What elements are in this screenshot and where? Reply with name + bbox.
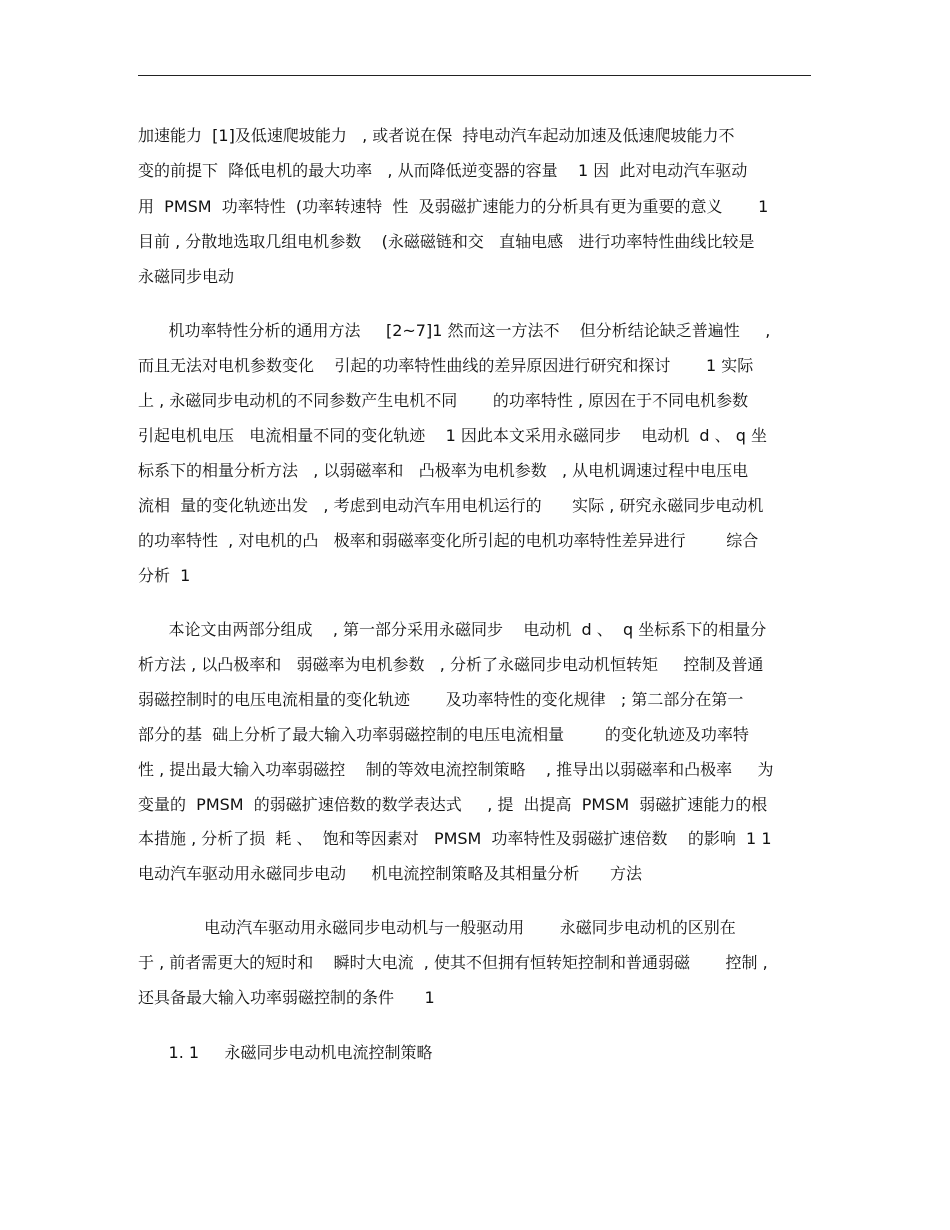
text-line: 性 , 提出最大输入功率弱磁控 制的等效电流控制策略 , 推导出以弱磁率和凸极率 为 <box>138 760 774 779</box>
header-rule <box>138 75 811 76</box>
text-line: 变的前提下 降低电机的最大功率 , 从而降低逆变器的容量 1 因 此对电动汽车驱动 <box>138 161 748 180</box>
text-line: 加速能力 [1]及低速爬坡能力 , 或者说在保 持电动汽车起动加速及低速爬坡能力不 <box>138 126 735 145</box>
text-line: 的功率特性 , 对电机的凸 极率和弱磁率变化所引起的电机功率特性差异进行 综合 <box>138 531 759 550</box>
text-line: 机功率特性分析的通用方法 [2~7]1 然而这一方法不 但分析结论缺乏普遍性 , <box>138 321 771 340</box>
text-line: 本措施 , 分析了损 耗 、 饱和等因素对 PMSM 功率特性及弱磁扩速倍数 的影响 1 1 <box>138 829 772 848</box>
text-line: 部分的基 础上分析了最大输入功率弱磁控制的电压电流相量 的变化轨迹及功率特 <box>138 725 749 744</box>
text-line: 分析 1 <box>138 566 191 585</box>
text-line: 流相 量的变化轨迹出发 , 考虑到电动汽车用电机运行的 实际 , 研究永磁同步电动机 <box>138 496 764 515</box>
section-heading: 1. 1 永磁同步电动机电流控制策略 <box>138 1043 433 1062</box>
text-line: 于 , 前者需更大的短时和 瞬时大电流 , 使其不但拥有恒转矩控制和普通弱磁 控制 , <box>138 953 768 972</box>
text-line: 上 , 永磁同步电动机的不同参数产生电机不同 的功率特性 , 原因在于不同电机参数 <box>138 391 749 410</box>
text-line: 还具备最大输入功率弱磁控制的条件 1 <box>138 988 435 1007</box>
text-line: 变量的 PMSM 的弱磁扩速倍数的数学表达式 , 提 出提高 PMSM 弱磁扩速能力的根 <box>138 795 768 814</box>
text-line: 电动汽车驱动用永磁同步电动 机电流控制策略及其相量分析 方法 <box>138 864 642 883</box>
text-line: 用 PMSM 功率特性 (功率转速特 性 及弱磁扩速能力的分析具有更为重要的意义 1 <box>138 197 769 216</box>
text-line: 目前 , 分散地选取几组电机参数 (永磁磁链和交 直轴电感 进行功率特性曲线比较是 <box>138 232 755 251</box>
text-line: 而且无法对电机参数变化 引起的功率特性曲线的差异原因进行研究和探讨 1 实际 <box>138 356 754 375</box>
text-line: 析方法 , 以凸极率和 弱磁率为电机参数 , 分析了永磁同步电动机恒转矩 控制及普通 <box>138 655 764 674</box>
text-line: 永磁同步电动 <box>138 267 235 286</box>
text-line: 标系下的相量分析方法 , 以弱磁率和 凸极率为电机参数 , 从电机调速过程中电压电 <box>138 461 749 480</box>
text-line: 电动汽车驱动用永磁同步电动机与一般驱动用 永磁同步电动机的区别在 <box>138 918 736 937</box>
text-line: 引起电机电压 电流相量不同的变化轨迹 1 因此本文采用永磁同步 电动机 d 、 q 坐 <box>138 426 767 445</box>
text-line: 本论文由两部分组成 , 第一部分采用永磁同步 电动机 d 、 q 坐标系下的相量分 <box>138 620 767 639</box>
text-line: 弱磁控制时的电压电流相量的变化轨迹 及功率特性的变化规律 ; 第二部分在第一 <box>138 690 744 709</box>
